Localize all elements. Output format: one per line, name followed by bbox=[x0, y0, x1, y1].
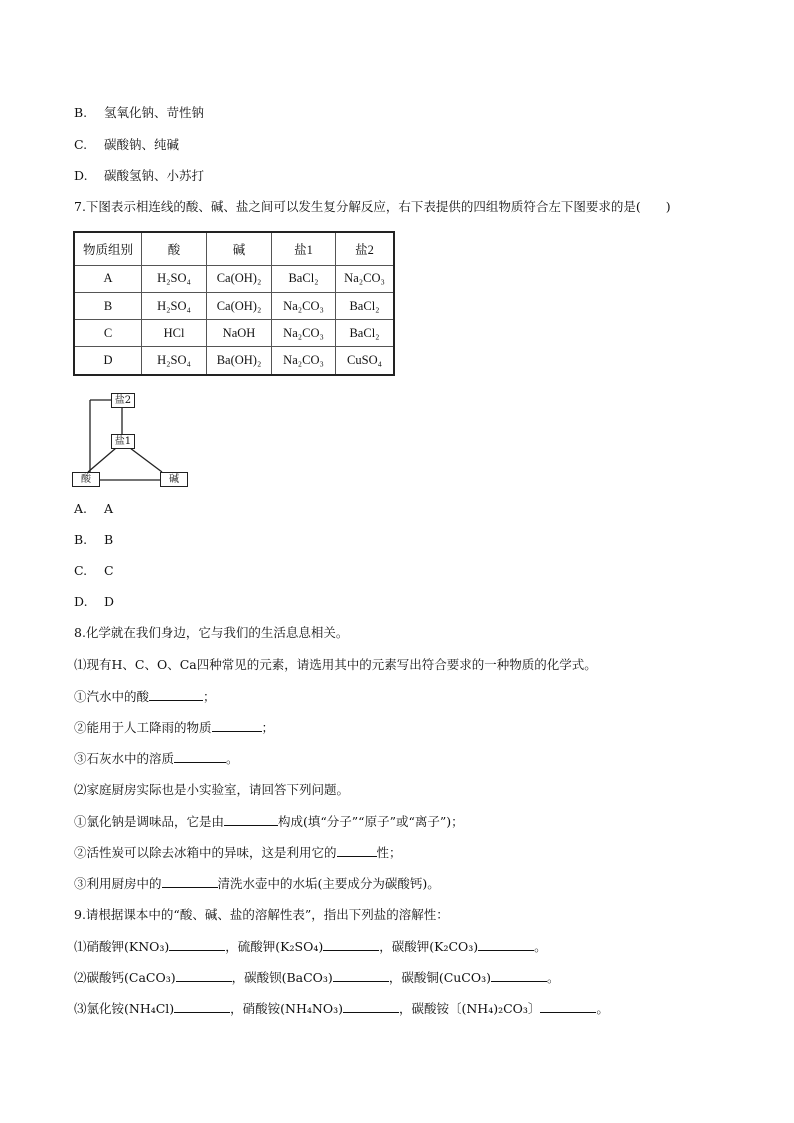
q9-l3-b: ，硝酸铵(NH₄NO₃) bbox=[230, 1001, 343, 1016]
q7-option-d bbox=[74, 593, 114, 611]
q8-item2-end: ； bbox=[261, 720, 275, 735]
table-cell: H₂SO₄ bbox=[142, 292, 207, 319]
table-cell: B bbox=[74, 292, 142, 319]
answer-blank[interactable] bbox=[540, 1000, 596, 1013]
table-row bbox=[74, 292, 394, 319]
table-cell: Na₂CO₃ bbox=[272, 320, 336, 347]
option-letter: B. bbox=[74, 532, 88, 547]
option-letter: A. bbox=[74, 501, 88, 516]
answer-blank[interactable] bbox=[478, 938, 534, 951]
q9-l2-a: ⑵碳酸钙(CaCO₃) bbox=[74, 970, 176, 985]
q9-l3-a: ⑶氯化铵(NH₄Cl) bbox=[74, 1001, 175, 1016]
q8-item2 bbox=[74, 719, 274, 737]
q8-item3-end: 。 bbox=[226, 751, 239, 766]
option-text: 碳酸钠、纯碱 bbox=[104, 137, 180, 152]
line-salt1-acid bbox=[88, 448, 116, 472]
q9-l1-a: ⑴硝酸钾(KNO₃) bbox=[74, 939, 170, 954]
answer-blank[interactable] bbox=[169, 938, 225, 951]
table-row bbox=[74, 347, 394, 375]
table-cell: Ca(OH)₂ bbox=[207, 292, 272, 319]
table-cell: H₂SO₄ bbox=[142, 265, 207, 292]
answer-blank[interactable] bbox=[337, 844, 377, 857]
line-salt1-base bbox=[130, 448, 162, 472]
table-cell: NaOH bbox=[207, 320, 272, 347]
q9-l3-end: 。 bbox=[596, 1001, 609, 1016]
q8-item5 bbox=[74, 844, 402, 862]
q7-option-b bbox=[74, 531, 113, 549]
q9-l2-end: 。 bbox=[547, 970, 560, 985]
q8-stem: 8.化学就在我们身边，它与我们的生活息息相关。 bbox=[74, 625, 349, 640]
q8-item6-text: ③利用厨房中的 bbox=[74, 876, 162, 891]
q9-l1-end: 。 bbox=[534, 939, 547, 954]
q8-item1-text: ①汽水中的酸 bbox=[74, 689, 150, 704]
table-cell: HCl bbox=[142, 320, 207, 347]
header-cell: 碱 bbox=[207, 232, 272, 265]
salt1-box: 盐1 bbox=[111, 434, 135, 449]
answer-blank[interactable] bbox=[212, 719, 262, 732]
table-cell: D bbox=[74, 347, 142, 375]
table-cell: Ca(OH)₂ bbox=[207, 265, 272, 292]
q8-item3-text: ③石灰水中的溶质 bbox=[74, 751, 175, 766]
q8-item1 bbox=[74, 688, 216, 706]
q8-item1-end: ； bbox=[203, 689, 216, 704]
q9-l1-b: ，硫酸钾(K₂SO₄) bbox=[225, 939, 324, 954]
q8-item4-text: ①氯化钠是调味品，它是由 bbox=[74, 814, 225, 829]
reaction-diagram bbox=[70, 390, 190, 490]
answer-blank[interactable] bbox=[491, 969, 547, 982]
option-letter: D. bbox=[74, 168, 88, 183]
table-row bbox=[74, 265, 394, 292]
q7-option-a bbox=[74, 500, 113, 518]
answer-blank[interactable] bbox=[323, 938, 379, 951]
answer-blank[interactable] bbox=[174, 750, 226, 763]
table-cell: BaCl₂ bbox=[336, 320, 395, 347]
answer-blank[interactable] bbox=[174, 1000, 230, 1013]
table-cell: Na₂CO₃ bbox=[272, 292, 336, 319]
table-cell: BaCl₂ bbox=[272, 265, 336, 292]
q8-item6-end: 清洗水壶中的水垢(主要成分为碳酸钙)。 bbox=[217, 876, 440, 891]
header-cell: 盐1 bbox=[272, 232, 336, 265]
answer-blank[interactable] bbox=[176, 969, 232, 982]
q8-item3 bbox=[74, 750, 239, 768]
table-row bbox=[74, 320, 394, 347]
q8-item5-end: 性； bbox=[376, 845, 402, 860]
q9-stem: 9.请根据课本中的“酸、碱、盐的溶解性表”，指出下列盐的溶解性： bbox=[74, 907, 449, 922]
table-cell: A bbox=[74, 265, 142, 292]
table-cell: Na₂CO₃ bbox=[272, 347, 336, 375]
salt2-box: 盐2 bbox=[111, 393, 135, 408]
answer-blank[interactable] bbox=[149, 688, 203, 701]
option-text: 碳酸氢钠、小苏打 bbox=[104, 168, 205, 183]
table-cell: BaCl₂ bbox=[336, 292, 395, 319]
q9-l2-b: ，碳酸钡(BaCO₃) bbox=[231, 970, 333, 985]
option-text: B bbox=[104, 532, 114, 547]
q7-option-c bbox=[74, 562, 114, 580]
table-cell: Ba(OH)₂ bbox=[207, 347, 272, 375]
q8-item4 bbox=[74, 813, 464, 831]
option-b-prev bbox=[74, 104, 204, 122]
option-text: A bbox=[104, 501, 114, 516]
table-cell: Na₂CO₃ bbox=[336, 265, 395, 292]
header-cell: 盐2 bbox=[336, 232, 395, 265]
table-header-row bbox=[74, 232, 394, 265]
option-letter: C. bbox=[74, 137, 88, 152]
table-cell: C bbox=[74, 320, 142, 347]
answer-blank[interactable] bbox=[343, 1000, 399, 1013]
table-cell: CuSO₄ bbox=[336, 347, 395, 375]
q8-item6 bbox=[74, 875, 440, 893]
answer-blank[interactable] bbox=[224, 813, 278, 826]
q7-stem: 7.下图表示相连线的酸、碱、盐之间可以发生复分解反应，右下表提供的四组物质符合左下图要求的是( ) bbox=[74, 199, 671, 214]
q8-item2-text: ②能用于人工降雨的物质 bbox=[74, 720, 212, 735]
option-d-prev bbox=[74, 167, 204, 185]
q9-l2-c: ，碳酸铜(CuCO₃) bbox=[388, 970, 492, 985]
header-cell: 物质组别 bbox=[74, 232, 142, 265]
header-cell: 酸 bbox=[142, 232, 207, 265]
base-box: 碱 bbox=[160, 472, 188, 487]
q9-line2 bbox=[74, 969, 560, 987]
q9-l1-c: ，碳酸钾(K₂CO₃) bbox=[379, 939, 479, 954]
q9-line3 bbox=[74, 1000, 609, 1018]
table-cell: H₂SO₄ bbox=[142, 347, 207, 375]
q9-line1 bbox=[74, 938, 547, 956]
option-letter: B. bbox=[74, 105, 88, 120]
q7-table bbox=[73, 231, 395, 376]
q8-item4-end: 构成(填“分子”“原子”或“离子”)； bbox=[278, 814, 464, 829]
q9-l3-c: ，碳酸铵〔(NH₄)₂CO₃〕 bbox=[398, 1001, 541, 1016]
option-text: D bbox=[104, 594, 115, 609]
option-letter: C. bbox=[74, 563, 88, 578]
option-c-prev bbox=[74, 136, 179, 154]
q8-part2: ⑵家庭厨房实际也是小实验室，请回答下列问题。 bbox=[74, 782, 350, 797]
option-letter: D. bbox=[74, 594, 88, 609]
option-text: C bbox=[104, 563, 114, 578]
q8-item5-text: ②活性炭可以除去冰箱中的异味，这是利用它的 bbox=[74, 845, 337, 860]
answer-blank[interactable] bbox=[162, 875, 218, 888]
q8-part1: ⑴现有H、C、O、Ca四种常见的元素，请选用其中的元素写出符合要求的一种物质的化学式。 bbox=[74, 657, 597, 672]
answer-blank[interactable] bbox=[333, 969, 389, 982]
acid-box: 酸 bbox=[72, 472, 100, 487]
option-text: 氢氧化钠、苛性钠 bbox=[104, 105, 205, 120]
